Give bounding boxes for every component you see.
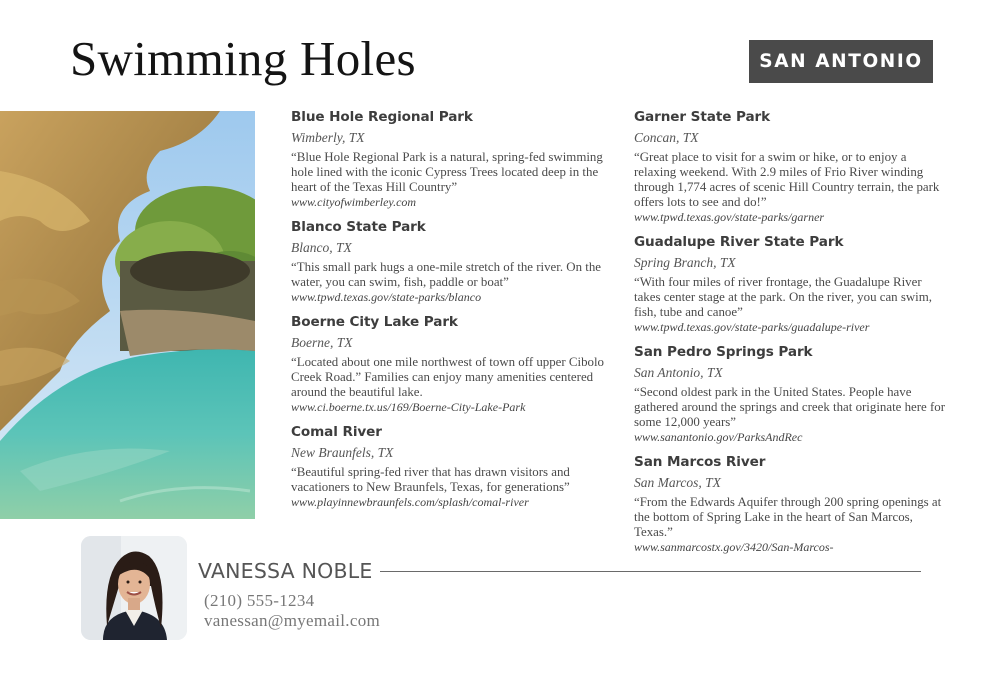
- park-location: Boerne, TX: [291, 335, 353, 350]
- park-name: Boerne City Lake Park: [291, 314, 458, 330]
- park-description: “This small park hugs a one-mile stretch of the river. On the water, you can swim, fish, paddle or boat”: [291, 260, 602, 289]
- park-location: San Antonio, TX: [634, 365, 723, 380]
- park-description: “From the Edwards Aquifer through 200 spring openings at the bottom of Spring Lake in the heart of San Marcos, Texas.”: [634, 495, 942, 539]
- park-url: www.playinnewbraunfels.com/splash/comal-river: [291, 495, 529, 509]
- park-entry: [291, 218, 606, 305]
- park-url: www.tpwd.texas.gov/state-parks/garner: [634, 210, 825, 224]
- park-name: Guadalupe River State Park: [634, 234, 844, 250]
- agent-email: vanessan@myemail.com: [204, 611, 381, 630]
- park-description: “With four miles of river frontage, the Guadalupe River takes center stage at the park. On the river, you can swim, fish, tube and canoe”: [634, 275, 933, 319]
- park-entry: [291, 423, 606, 510]
- park-description: “Second oldest park in the United States. People have gathered around the springs and creek that originate here for some 12,000 years”: [634, 385, 946, 429]
- park-description: “Beautiful spring-fed river that has drawn visitors and vacationers to New Braunfels, Texas, for generations”: [291, 465, 570, 494]
- swimming-hole-illustration: [0, 111, 255, 519]
- park-location: Spring Branch, TX: [634, 255, 736, 270]
- park-name: Comal River: [291, 424, 382, 440]
- park-name: San Pedro Springs Park: [634, 344, 813, 360]
- park-url: www.ci.boerne.tx.us/169/Boerne-City-Lake-Park: [291, 400, 526, 414]
- park-entry: [634, 453, 949, 555]
- park-name: San Marcos River: [634, 454, 766, 470]
- park-location: San Marcos, TX: [634, 475, 721, 490]
- agent-phone: (210) 555-1234: [204, 591, 315, 610]
- park-entry: [634, 343, 949, 445]
- agent-portrait-illustration: [81, 536, 187, 640]
- agent-name: VANESSA NOBLE: [198, 559, 373, 583]
- city-badge: SAN ANTONIO: [749, 40, 933, 83]
- park-name: Garner State Park: [634, 109, 771, 125]
- park-location: Blanco, TX: [291, 240, 352, 255]
- park-url: www.sanmarcostx.gov/3420/San-Marcos-: [634, 540, 834, 554]
- park-entry: [634, 233, 949, 335]
- park-location: Concan, TX: [634, 130, 699, 145]
- page-title: Swimming Holes: [70, 31, 416, 86]
- park-description: “Great place to visit for a swim or hike, or to enjoy a relaxing weekend. With 2.9 miles of Frio River winding through 1,774 acres of scenic Hill Country terrain, the park offers lots to see and do!”: [634, 150, 940, 209]
- park-description: “Blue Hole Regional Park is a natural, spring-fed swimming hole lined with the iconic Cypress Trees located deep in the heart of the Texas Hill Country”: [291, 150, 603, 194]
- park-name: Blue Hole Regional Park: [291, 109, 473, 125]
- park-url: www.tpwd.texas.gov/state-parks/blanco: [291, 290, 482, 304]
- left-park-column: [291, 108, 606, 518]
- right-park-column: [634, 108, 949, 563]
- park-location: Wimberly, TX: [291, 130, 365, 145]
- park-entry: [634, 108, 949, 225]
- hero-photo-swimming-hole: [0, 111, 255, 519]
- park-location: New Braunfels, TX: [291, 445, 394, 460]
- park-description: “Located about one mile northwest of town off upper Cibolo Creek Road.” Families can enjoy many amenities centered around the beautiful lake.: [291, 355, 605, 399]
- park-entry: [291, 108, 606, 210]
- park-url: www.tpwd.texas.gov/state-parks/guadalupe-river: [634, 320, 870, 334]
- divider-line: [380, 571, 921, 572]
- agent-avatar: [81, 536, 187, 640]
- park-entry: [291, 313, 606, 415]
- park-url: www.sanantonio.gov/ParksAndRec: [634, 430, 803, 444]
- park-name: Blanco State Park: [291, 219, 426, 235]
- park-url: www.cityofwimberley.com: [291, 195, 417, 209]
